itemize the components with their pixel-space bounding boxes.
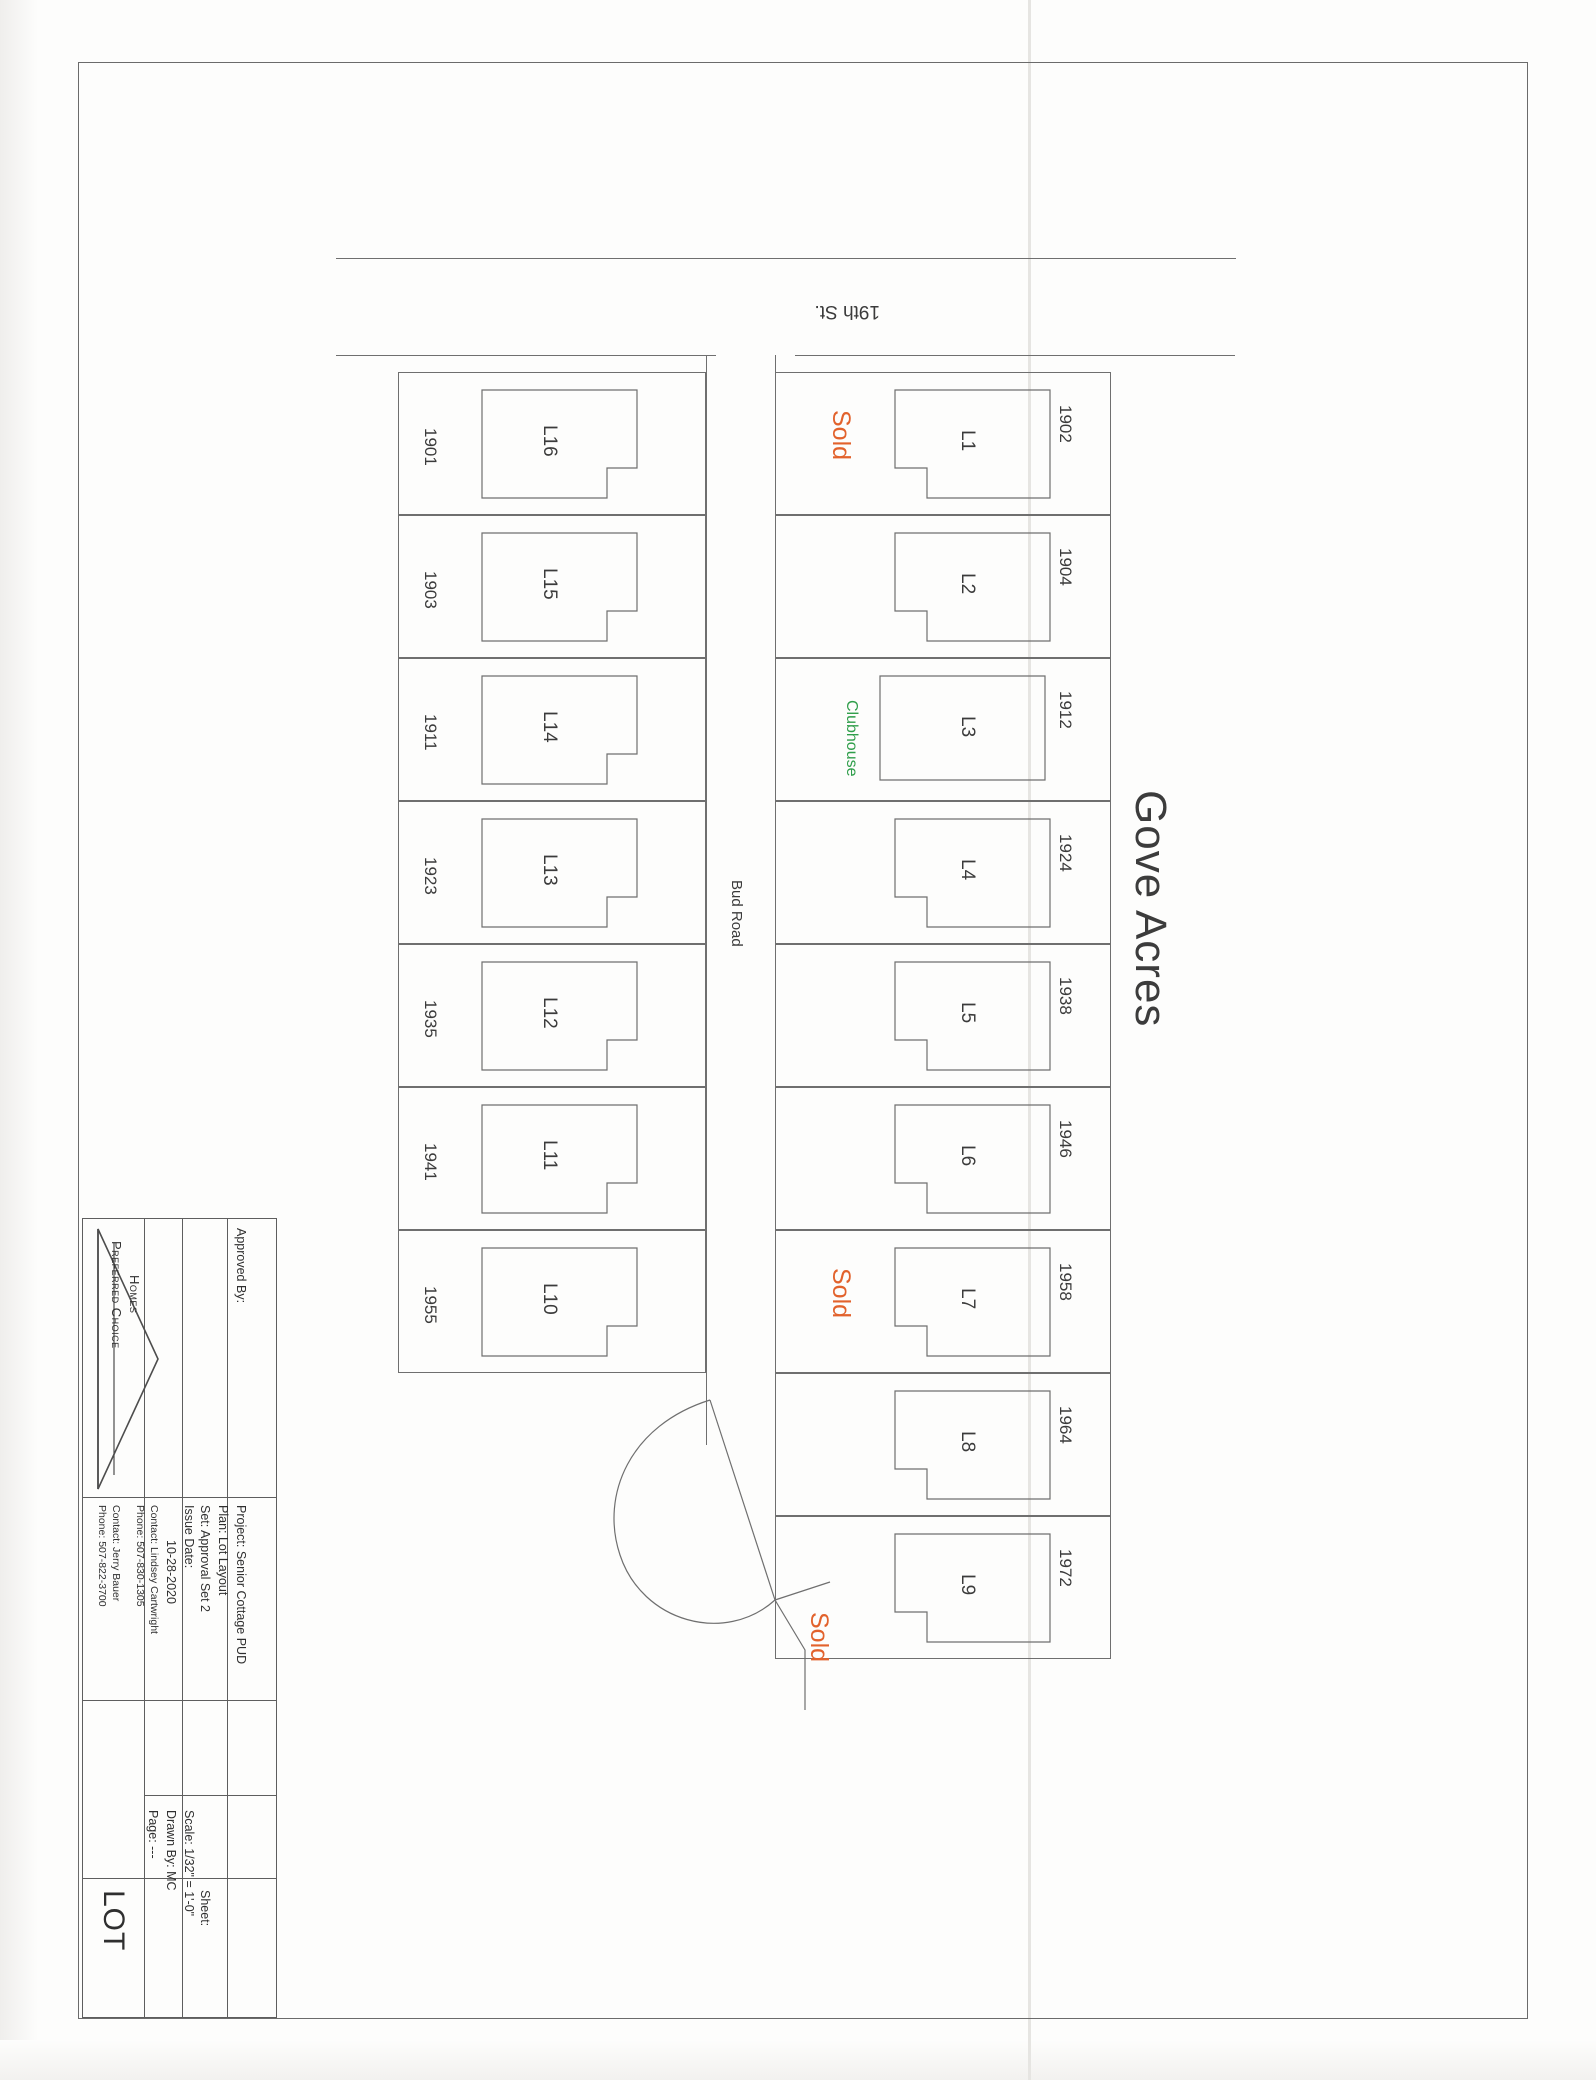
lot-label-l9: L9 bbox=[957, 1574, 978, 1596]
lot-label-l4: L4 bbox=[957, 859, 978, 881]
house-footprint-l10 bbox=[482, 1248, 672, 1363]
page-title: Gove Acres bbox=[1126, 790, 1175, 1028]
lot-label-l2: L2 bbox=[957, 573, 978, 595]
sheet-value: LOT bbox=[97, 1890, 130, 1952]
project-label: Project: Senior Cottage PUD bbox=[234, 1505, 248, 1665]
title-block-row-divider-1 bbox=[82, 1497, 277, 1498]
address-label-1923: 1923 bbox=[421, 857, 440, 895]
logo-text-line-1: Preferred Choice bbox=[109, 1241, 124, 1349]
lot-label-l14: L14 bbox=[539, 711, 560, 743]
street-label-19th-st: 19th St. bbox=[814, 301, 880, 322]
house-footprint-l13 bbox=[482, 819, 672, 934]
issue-date-value: 10-28-2020 bbox=[164, 1540, 178, 1604]
page-label: Page: --- bbox=[146, 1810, 160, 1859]
lot-label-l1: L1 bbox=[957, 430, 978, 452]
plan-label: Plan: Lot Layout bbox=[216, 1505, 230, 1596]
address-label-1902: 1902 bbox=[1056, 405, 1075, 443]
house-footprint-l12 bbox=[482, 962, 672, 1077]
house-footprint-l15 bbox=[482, 533, 672, 648]
address-label-1901: 1901 bbox=[421, 428, 440, 466]
contact-2-phone: Phone: 507-822-3700 bbox=[96, 1505, 108, 1607]
house-footprint-l11 bbox=[482, 1105, 672, 1220]
street-edge-line-south-east bbox=[795, 355, 1235, 356]
address-label-1912: 1912 bbox=[1056, 691, 1075, 729]
sheet-label: Sheet: bbox=[198, 1890, 212, 1927]
address-label-1941: 1941 bbox=[421, 1143, 440, 1181]
lot-label-l12: L12 bbox=[539, 997, 560, 1029]
lot-label-l16: L16 bbox=[539, 425, 560, 457]
lot-label-l5: L5 bbox=[957, 1002, 978, 1024]
street-edge-line-south-west bbox=[336, 355, 716, 356]
contact-1-name: Contact: Lindsey Cartwright bbox=[148, 1505, 160, 1634]
issue-date-label: Issue Date: bbox=[182, 1505, 196, 1569]
logo-triangle-icon bbox=[88, 1225, 168, 1493]
lot-label-l15: L15 bbox=[539, 568, 560, 600]
lot-label-l11: L11 bbox=[539, 1140, 560, 1171]
house-footprint-l16 bbox=[482, 390, 672, 505]
status-badge-clubhouse-l3: Clubhouse bbox=[843, 700, 860, 777]
company-logo bbox=[88, 1225, 168, 1493]
bud-road-line-west bbox=[706, 355, 707, 1445]
lot-label-l7: L7 bbox=[957, 1288, 978, 1310]
house-footprint-l14 bbox=[482, 676, 672, 791]
address-label-1903: 1903 bbox=[421, 571, 440, 609]
title-block-row-divider-3 bbox=[82, 1878, 277, 1879]
drawn-by-label: Drawn By: MC bbox=[164, 1810, 178, 1891]
address-label-1946: 1946 bbox=[1056, 1120, 1075, 1158]
logo-text-line-2: Homes bbox=[127, 1275, 142, 1314]
title-block-row-divider-2 bbox=[82, 1700, 277, 1701]
address-label-1904: 1904 bbox=[1056, 548, 1075, 586]
lot-label-l8: L8 bbox=[957, 1431, 978, 1453]
lot-label-l13: L13 bbox=[539, 854, 560, 886]
status-badge-sold-l1: Sold bbox=[827, 410, 855, 461]
address-label-1972: 1972 bbox=[1056, 1549, 1075, 1587]
scan-edge-shadow-left bbox=[0, 0, 38, 2080]
status-badge-sold-l7: Sold bbox=[827, 1268, 855, 1319]
contact-2-name: Contact: Jerry Bauer bbox=[110, 1505, 122, 1602]
set-label: Set: Approval Set 2 bbox=[198, 1505, 212, 1613]
address-label-1924: 1924 bbox=[1056, 834, 1075, 872]
lot-label-l10: L10 bbox=[539, 1283, 560, 1315]
scale-label: Scale: 1/32" = 1'-0" bbox=[182, 1810, 196, 1917]
contact-1-phone: Phone: 507-830-1305 bbox=[134, 1505, 146, 1607]
status-badge-sold-l9: Sold bbox=[805, 1612, 833, 1663]
address-label-1955: 1955 bbox=[421, 1286, 440, 1324]
title-block-row-divider-4 bbox=[144, 1795, 277, 1796]
address-label-1938: 1938 bbox=[1056, 977, 1075, 1015]
address-label-1958: 1958 bbox=[1056, 1263, 1075, 1301]
address-label-1964: 1964 bbox=[1056, 1406, 1075, 1444]
street-edge-line-north bbox=[336, 258, 1236, 259]
address-label-1911: 1911 bbox=[421, 714, 440, 751]
road-label-bud-road: Bud Road bbox=[728, 880, 745, 947]
scan-edge-shadow-bottom bbox=[0, 2040, 1596, 2080]
lot-label-l3: L3 bbox=[957, 716, 978, 738]
address-label-1935: 1935 bbox=[421, 1000, 440, 1038]
lot-label-l6: L6 bbox=[957, 1145, 978, 1167]
approved-by-label: Approved By: bbox=[234, 1228, 248, 1304]
cul-de-sac-road bbox=[600, 1400, 940, 1730]
